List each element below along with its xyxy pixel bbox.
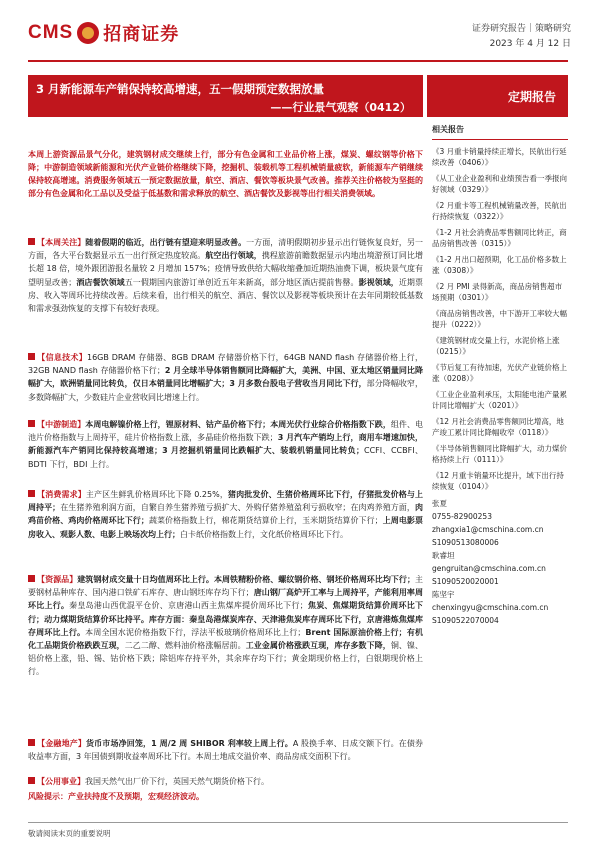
analyst-license: S1090522070004 — [432, 616, 499, 625]
section-label: 【资源品】 — [37, 575, 78, 584]
related-report-link[interactable]: 《12 月社会消费品零售额同比增高，地产竣工累计同比降幅收窄（0118）》 — [432, 417, 564, 437]
analyst-license: S1090520020001 — [432, 577, 499, 586]
section-consumer: 【消费需求】主产区生鲜乳价格周环比下降 0.25%，猪肉批发价、生猪价格周环比下行，仔猪批发价格与上周持平；在生猪养殖利润方面，自繁自养生猪养殖亏损扩大、外购仔猪养殖盈利亏损收窄；在肉鸡养殖方面，肉鸡苗价格、鸡肉价格周环比下行；蔬菜价格指数上行，棉花期货结算价上行，玉米期货结算价下行；上周电影票房收入、观影人数、电影上映场次均上行；白卡纸价格指数上行，文化纸价格周环比下行。 — [28, 490, 423, 539]
sidebar-divider — [432, 139, 568, 140]
related-report-link[interactable]: 《1-2 月出口超预期，化工品价格多数上涨（0308）》 — [432, 255, 567, 275]
analyst-email[interactable]: zhangxia1@cmschina.com.cn — [432, 525, 544, 534]
section-bullet-icon — [28, 353, 35, 360]
section-finance: 【金融地产】货币市场净回笼，1 周/2 周 SHIBOR 利率较上周上行。A 股换手率、日成交额下行。在债券收益率方面，3 年国债到期收益率周环比下行。本周土地成交溢价率、商品房成交面积下行。 — [28, 739, 424, 762]
section-bullet-icon — [28, 575, 35, 582]
report-type: 证券研究报告｜策略研究 — [471, 24, 571, 34]
related-report-link[interactable]: 《2 月 PMI 录得新高，商品房销售超市场预期（0301）》 — [432, 282, 563, 302]
related-report-link[interactable]: 《商品房销售改善，中下游开工率较大幅提升（0222）》 — [432, 309, 567, 329]
report-date: 2023 年 4 月 12 日 — [489, 39, 571, 49]
section-bullet-icon — [28, 777, 35, 784]
summary-paragraph: 本周上游资源品景气分化，建筑钢材成交继续上行，部分有色金属和工业品价格上涨，煤炭、螺纹钢等价格下降；中游制造领域新能源和光伏产业链价格继续下降，挖掘机、装载机等工程机械销量疲软，新能源车产销继续保持较高增速。消费服务领域五一预定数据放量，航空、酒店、餐饮等板块景气改善。推荐关注价格较为坚挺的部分有色金属和化工品以及受益于低基数和需求释放的航空、酒店餐饮及影视等出行相关消费领域。 — [28, 150, 423, 198]
footer-divider — [28, 822, 568, 823]
section-label: 【金融地产】 — [37, 739, 87, 748]
related-report-link[interactable]: 《12 月重卡销量环比提升，域下出行持续恢复（0104）》 — [432, 471, 564, 491]
page-header — [0, 0, 595, 66]
sidebar — [432, 124, 568, 627]
section-bullet-icon — [28, 490, 35, 497]
report-tag-banner — [427, 75, 568, 117]
header-meta — [472, 22, 571, 52]
report-subtitle: ——行业景气观察（0412） — [270, 101, 411, 114]
footer-disclaimer: 敬请阅读末页的重要说明 — [28, 829, 111, 838]
section-label: 【消费需求】 — [37, 490, 86, 499]
section-focus: 【本周关注】随着假期的临近，出行链有望迎来明显改善。一方面，清明假期初步显示出行链恢复良好，另一方面，各大平台数据显示五一出行预定热度较高。航空出行领域，携程旅游前瞻数据显示内地出境游预订同比增长超 18 倍，境外跟团游报名量较 2 月增加 157%；疫情导致供给大幅收缩叠加近期热油费下调，板块景气度有望明显改善；酒店餐饮领域五一假期国内旅游订单创近五年来新高，部分地区酒店提前售罄。影视领域，近期票房、收入等周环比持续改善。后续来看，出行相关的航空、酒店、餐饮以及影视等板块预计在去年同期较低基数和需求强劲恢复的支撑下有较好表现。 — [28, 238, 424, 314]
related-report-link[interactable]: 《1-2 月社会消费品零售额同比转正，商品房销售改善（0315）》 — [432, 228, 567, 248]
section-label: 【本周关注】 — [37, 238, 86, 247]
related-report-link[interactable]: 《建筑钢材成交量上行，水泥价格上涨（0215）》 — [432, 336, 560, 356]
analyst-phone: 0755-82900253 — [432, 512, 492, 521]
report-tag: 定期报告 — [507, 90, 556, 104]
title-banner — [28, 75, 423, 117]
section-label: 【信息技术】 — [37, 353, 87, 362]
related-reports-title: 相关报告 — [432, 125, 464, 134]
logo-emblem-icon — [77, 22, 99, 44]
analyst-name: 陈坚宇 — [432, 590, 455, 599]
related-report-link[interactable]: 《半导体销售额同比降幅扩大，动力煤价格持续上行（0111）》 — [432, 444, 567, 464]
related-report-link[interactable]: 《从工业企业盈利和业绩预告看一季报向好领域（0329）》 — [432, 174, 567, 194]
section-resources: 【资源品】建筑钢材成交量十日均值周环比上行。本周铁精粉价格、螺纹钢价格、钢坯价格周环比均下行；主要钢材品种库存、国内港口铁矿石库存、唐山钢坯库存均下行；唐山钢厂高炉开工率与上周持平，产能利用率周环比上行。秦皇岛港山西优混平仓价、京唐港山西主焦煤库提价周环比下行；焦炭、焦煤期货结算价周环比下行；动力煤期货结算价环比持平。库存方面：秦皇岛港煤炭库存、天津港焦炭库存周环比下行，京唐港炼焦煤库存周环比上行。本周全国水泥价格指数下行，浮法平板玻璃价格周环比上行；Brent 国际原油价格上行；有机化工品期货价格跌跌互现，二乙二醇、燃料油价格涨幅居前。工业金属价格涨跌互现，库存多数下降，铜、镍、铝价格上涨，铅、锡、钴价格下跌；除铝库存持平外，其余库存均下行；黄金期现价格上行，白银期现价格上行。 — [28, 575, 424, 677]
section-utilities: 【公用事业】我国天然气出厂价下行，英国天然气期货价格下行。 — [28, 775, 423, 788]
analyst-name: 耿睿坦 — [432, 551, 455, 560]
analyst-email[interactable]: chenxingyu@cmschina.com.cn — [432, 603, 549, 612]
report-title: 3 月新能源车产销保持较高增速，五一假期预定数据放量 — [36, 82, 325, 96]
company-logo — [28, 20, 179, 46]
section-label: 【中游制造】 — [37, 420, 86, 429]
section-midstream: 【中游制造】本周电解镍价格上行，锂原材料、钴产品价格下行；本周光伏行业综合价格指数下跌，组件、电池片价格指数与上周持平，硅片价格指数上涨，多晶硅价格指数下跌；3 月汽车产销均上行，商用车增速加快，新能源汽车产销同比保持较高增速；3 月挖掘机销量同比跌幅扩大、装载机销量同比转负；CCFI、CCBFI、BDTI 下行，BDI 上行。 — [28, 420, 424, 469]
section-bullet-icon — [28, 238, 35, 245]
header-divider — [28, 60, 568, 62]
logo-cms-text: CMS — [28, 22, 74, 43]
analyst-license: S1090513080006 — [432, 538, 499, 547]
analyst-name: 张夏 — [432, 499, 447, 508]
analyst-email[interactable]: gengruitan@cmschina.com.cn — [432, 564, 546, 573]
related-reports-list — [432, 146, 568, 492]
related-report-link[interactable]: 《3 月重卡销量持续正增长，民航出行延续改善（0406）》 — [432, 147, 567, 167]
section-tech: 【信息技术】16GB DRAM 存储器、8GB DRAM 存储器价格下行，64GB NAND flash 存储器价格上行，32GB NAND flash 存储器价格下行；2 月全球半导体销售额同比降幅扩大，美洲、中国、亚太地区销量同比降幅扩大，欧洲销量同比转负，仅日本销量同比增幅扩大；3 月多数台股电子营收当月同比下行，部分降幅收窄，多数降幅扩大，少数硅片企业营收同比增速上行。 — [28, 353, 424, 402]
section-label: 【公用事业】 — [37, 777, 85, 786]
section-bullet-icon — [28, 739, 35, 746]
logo-cn-text: 招商证券 — [103, 24, 180, 45]
related-report-link[interactable]: 《节后复工有待加速，光伏产业链价格上涨（0208）》 — [432, 363, 567, 383]
section-bullet-icon — [28, 420, 35, 427]
related-report-link[interactable]: 《工业企业盈利承压，太阳能电池产量累计同比增幅扩大（0201）》 — [432, 390, 567, 410]
analyst-contacts — [432, 497, 568, 627]
risk-notice: 风险提示：产业扶持度不及预期，宏观经济波动。 — [28, 792, 204, 801]
related-report-link[interactable]: 《2 月重卡等工程机械销量改善，民航出行持续恢复（0322）》 — [432, 201, 567, 221]
